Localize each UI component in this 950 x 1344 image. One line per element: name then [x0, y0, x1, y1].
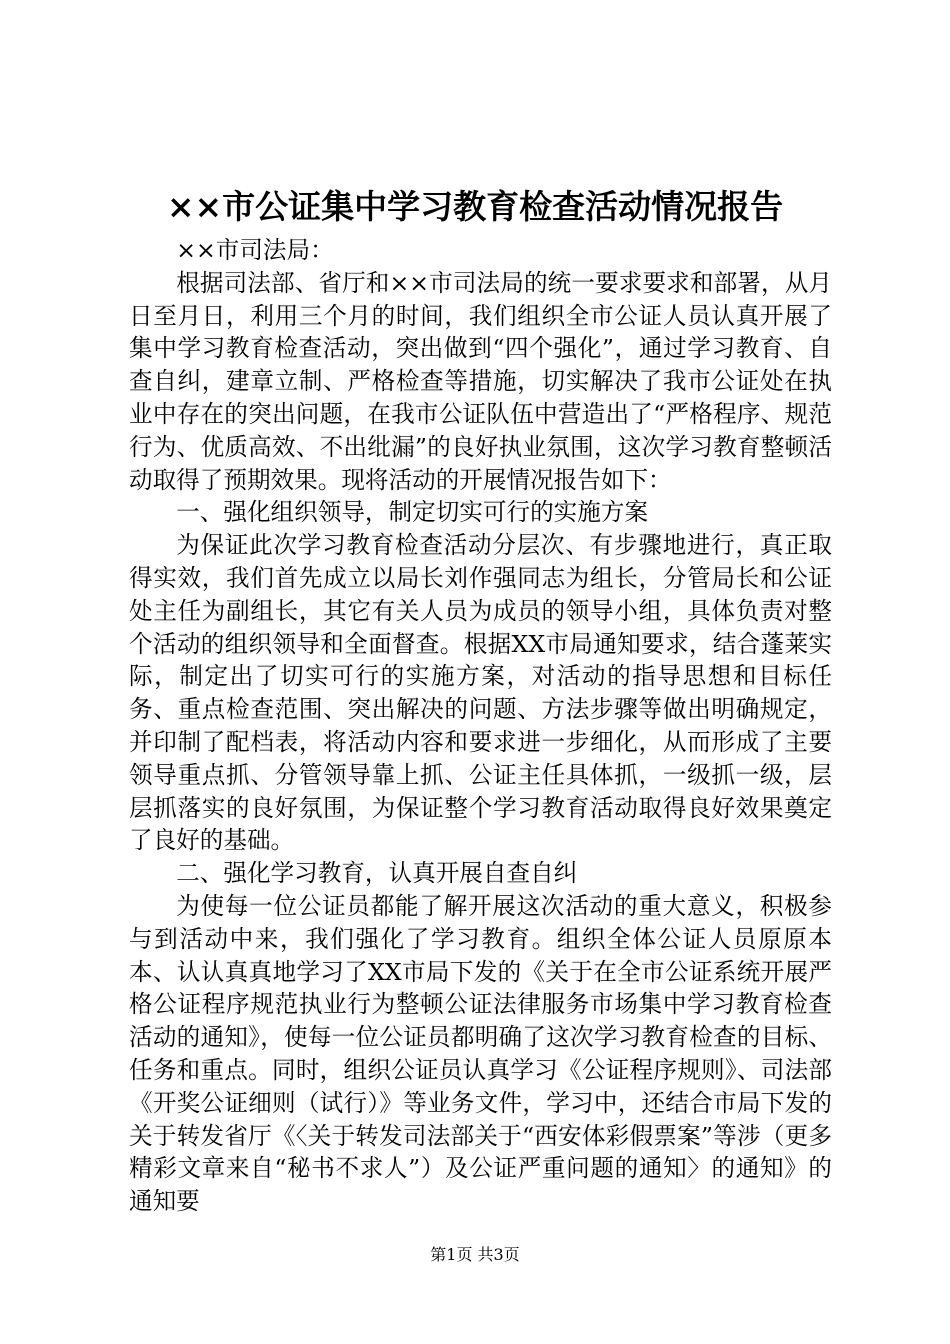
intro-paragraph: 根据司法部、省厅和××市司法局的统一要求要求和部署，从月日至月日，利用三个月的时间，我们组织全市公证人员认真开展了集中学习教育检查活动，突出做到“四个强化”，通过学习教育、自查自纠，建章立制、严格检查等措施，切实解决了我市公证处在执业中存在的突出问题，在我市公证队伍中营造出了“严格程序、规范行为、优质高效、不出纰漏”的良好执业氛围，这次学习教育整顿活动取得了预期效果。现将活动的开展情况报告如下：: [129, 268, 832, 494]
page-number-footer: 第1页 共3页: [430, 1245, 520, 1264]
section-heading-1: 一、强化组织领导，制定切实可行的实施方案: [176, 498, 649, 527]
section-paragraph-2: 为使每一位公证员都能了解开展这次活动的重大意义，积极参与到活动中来，我们强化了学习教育。组织全体公证人员原原本本、认认真真地学习了XX市局下发的《关于在全市公证系统开展严格公证程序规范执业行为整顿公证法律服务市场集中学习教育检查活动的通知》，使每一位公证员都明确了这次学习教育检查的目标、任务和重点。同时，组织公证员认真学习《公证程序规则》、司法部《开奖公证细则（试行）》等业务文件，学习中，还结合市局下发的关于转发省厅《〈关于转发司法部关于“西安体彩假票案”等涉（更多精彩文章来自“秘书不求人”）及公证严重问题的通知〉的通知》的通知要: [129, 891, 832, 1216]
salutation: ××市司法局：: [176, 236, 334, 264]
section-paragraph-1: 为保证此次学习教育检查活动分层次、有步骤地进行，真正取得实效，我们首先成立以局长刘作强同志为组长，分管局长和公证处主任为副组长，其它有关人员为成员的领导小组，具体负责对整个活动的组织领导和全面督查。根据XX市局通知要求，结合蓬莱实际，制定出了切实可行的实施方案，对活动的指导思想和目标任务、重点检查范围、突出解决的问题、方法步骤等做出明确规定，并印制了配档表，将活动内容和要求进一步细化，从而形成了主要领导重点抓、分管领导靠上抓、公证主任具体抓，一级抓一级，层层抓落实的良好氛围，为保证整个学习教育活动取得良好效果奠定了良好的基础。: [129, 531, 832, 855]
document-body: [129, 234, 832, 1218]
document-title: ××市公证集中学习教育检查活动情况报告: [166, 187, 784, 226]
section-heading-2: 二、强化学习教育，认真开展自查自纠: [176, 859, 578, 888]
